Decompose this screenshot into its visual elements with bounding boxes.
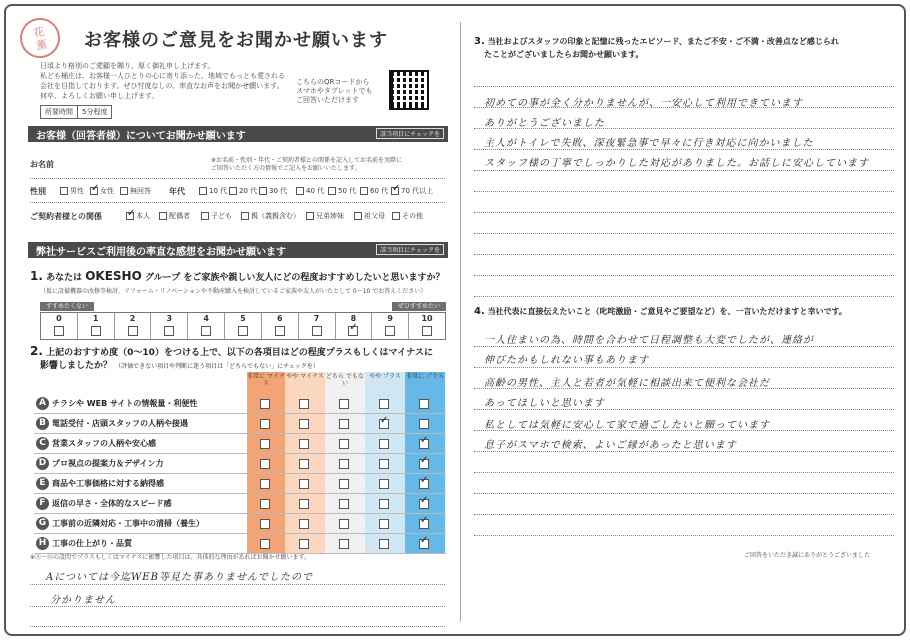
- impact-checkbox[interactable]: [419, 499, 429, 509]
- impact-checkbox[interactable]: [260, 539, 270, 549]
- ruled-line: [474, 346, 894, 347]
- impact-checkbox[interactable]: [419, 459, 429, 469]
- scale-option-8[interactable]: 8 ✓: [335, 313, 372, 339]
- impact-checkbox[interactable]: [379, 499, 389, 509]
- col-very-minus: 非常に マイナス: [247, 372, 285, 394]
- ruled-line: [474, 233, 894, 234]
- q2-answer-line-2[interactable]: 分かりません: [50, 595, 116, 606]
- impact-checkbox[interactable]: [260, 419, 270, 429]
- relation-option-parent[interactable]: 親（義親含む）: [241, 211, 300, 221]
- section2-band: 弊社サービスご利用後の率直な感想をお聞かせ願います 該当項目にチェックを: [28, 242, 448, 258]
- impact-checkbox[interactable]: [419, 439, 429, 449]
- checkbox[interactable]: [120, 187, 128, 195]
- q3-answer-line-4[interactable]: スタッフ様の丁寧でしっかりした対応がありました。お話しに安心しています: [484, 158, 869, 169]
- scale-checkbox[interactable]: [238, 326, 248, 336]
- page-title: お客様のご意見をお聞かせ願います: [84, 30, 388, 51]
- q4-answer-line-6[interactable]: 息子がスマホで検索、よいご縁があったと思います: [484, 440, 737, 451]
- row-letter-badge: A: [36, 397, 49, 410]
- impact-checkbox[interactable]: [419, 479, 429, 489]
- name-label: お名前: [30, 160, 54, 169]
- impact-checkbox[interactable]: [379, 479, 389, 489]
- impact-checkbox[interactable]: [379, 399, 389, 409]
- age-label: 年代: [169, 187, 185, 196]
- recommend-scale: すすめたくない ぜひすすめたい 0 1 2 3 4 5 6 7 8 ✓ 9 10: [40, 302, 446, 342]
- age-option-10[interactable]: 10 代: [199, 186, 227, 196]
- qr-code-icon[interactable]: [389, 70, 429, 110]
- q4-heading: 4. 当社代表に直接伝えたいこと（叱咤激励・ご意見やご要望など）を、一言いただけますと幸いです。: [474, 306, 847, 317]
- ruled-line: [474, 535, 894, 536]
- scale-checkbox[interactable]: [91, 326, 101, 336]
- time-required: 所要時間 5分程度: [40, 105, 112, 119]
- q4-answer-line-2[interactable]: 伸びたかもしれない事もあります: [484, 355, 649, 366]
- q2-footnote: ※Ⓐ〜Ⓗの設問でプラスもしくはマイナスに影響した項目は、具体的な理由があればお聞かせ願います。: [30, 554, 311, 561]
- q2-heading: 2. 上記のおすすめ度（0〜10）をつける上で、以下の各項目はどの程度プラスもしくはマイナスに: [30, 344, 433, 358]
- row-label: プロ視点の提案力＆デザイン力: [52, 459, 164, 468]
- impact-checkbox[interactable]: [339, 479, 349, 489]
- impact-row-d: [34, 454, 446, 474]
- gender-option-none[interactable]: 無回答: [120, 186, 151, 196]
- impact-row-c: [34, 434, 446, 454]
- ruled-line: [474, 451, 894, 452]
- name-note: ※お名前・性別・年代・ご契約者様との関係を記入してお名前を実際に ご回答いただく方の情報でご記入をお願いいたします。: [211, 157, 403, 172]
- q1-subtext: （仮に設備機器の改修等検討、リフォーム・リノベーションや不動産購入を検討しているご家族や友人がいたとして 0〜10 でお答えください）: [40, 288, 427, 295]
- ruled-line: [474, 212, 894, 213]
- row-label: チラシや WEB サイトの情報量・利便性: [52, 399, 198, 408]
- impact-checkbox[interactable]: [379, 439, 389, 449]
- q2-heading-cont: 影響しましたか？ （評価できない項目や判断に迷う項目は「どちらでもない」にチェックを）: [40, 361, 319, 371]
- row-letter-badge: B: [36, 417, 49, 430]
- section1-band: お客様（回答者様）についてお聞かせ願います 該当項目にチェックを: [28, 126, 448, 142]
- q4-answer-line-4[interactable]: あってほしいと思います: [484, 398, 605, 409]
- row-label: 工事の仕上がり・品質: [52, 539, 132, 548]
- relation-option-self[interactable]: ✓ 本人: [126, 211, 150, 221]
- ruled-line: [474, 149, 894, 150]
- impact-checkbox[interactable]: [299, 499, 309, 509]
- center-divider: [460, 22, 461, 622]
- impact-checkbox[interactable]: [379, 539, 389, 549]
- intro-text: 日頃より格別のご愛顧を賜り、厚く御礼申し上げます。 私ども桶庄は、お客様一人ひとりの心に寄り添った、地域でもっとも愛される 会社を目指しております。ぜひ忖度なしの、率直なお声をお聞かせ願います。 何卒、よろしくお願い申し上げます。: [40, 62, 285, 100]
- relation-option-grandparent[interactable]: 祖父母: [354, 211, 385, 221]
- checkbox[interactable]: [60, 187, 68, 195]
- impact-checkbox[interactable]: [299, 399, 309, 409]
- ruled-line: [474, 275, 894, 276]
- q1-heading: 1. あなたは OKESHO グループ をご家族や親しい友人にどの程度おすすめしたいと思いますか？: [30, 269, 445, 283]
- scale-checkbox[interactable]: [275, 326, 285, 336]
- relation-option-child[interactable]: 子ども: [201, 211, 232, 221]
- scale-checkbox[interactable]: [385, 326, 395, 336]
- impact-checkbox[interactable]: [299, 519, 309, 529]
- impact-checkbox[interactable]: [339, 499, 349, 509]
- age-option-30[interactable]: 30 代: [259, 186, 287, 196]
- relation-option-spouse[interactable]: 配偶者: [159, 211, 190, 221]
- q2-answer-line-1[interactable]: Aについては今迄WEB等見た事ありませんでしたので: [46, 572, 313, 583]
- impact-checkbox[interactable]: [260, 519, 270, 529]
- impact-row-b: [34, 414, 446, 434]
- row-label: 返信の早さ・全体的なスピード感: [52, 499, 172, 508]
- name-field[interactable]: [30, 178, 445, 179]
- row-letter-badge: H: [36, 537, 49, 550]
- scale-option-3[interactable]: 3: [150, 313, 187, 339]
- relation-option-sibling[interactable]: 兄弟姉妹: [306, 211, 344, 221]
- gender-label: 性別: [30, 187, 46, 196]
- impact-checkbox[interactable]: [260, 499, 270, 509]
- ruled-line: [474, 472, 894, 473]
- impact-checkbox[interactable]: [299, 539, 309, 549]
- row-letter-badge: D: [36, 457, 49, 470]
- scale-option-5[interactable]: 5: [224, 313, 261, 339]
- gender-option-male[interactable]: 男性: [60, 186, 84, 196]
- impact-checkbox[interactable]: [379, 419, 389, 429]
- scale-option-9[interactable]: 9: [371, 313, 408, 339]
- impact-checkbox[interactable]: [299, 459, 309, 469]
- scale-option-10[interactable]: 10: [408, 313, 445, 339]
- scale-checkbox[interactable]: [164, 326, 174, 336]
- row-label: 工事前の近隣対応・工事中の清掃（養生）: [52, 519, 204, 528]
- ruled-line: [474, 514, 894, 515]
- scale-checkbox[interactable]: [422, 326, 432, 336]
- row-label: 電話受付・店頭スタッフの人柄や接遇: [52, 419, 188, 428]
- impact-row-f: [34, 494, 446, 514]
- age-option-70[interactable]: ✓ 70 代以上: [391, 186, 433, 196]
- survey-sheet: [4, 4, 906, 636]
- relation-label: ご契約者様との関係: [30, 212, 102, 221]
- q3-answer-line-1[interactable]: 初めての事が全く分かりませんが、一安心して利用できています: [484, 98, 803, 109]
- col-plus: やや プラス: [365, 372, 405, 394]
- impact-checkbox[interactable]: [260, 439, 270, 449]
- q3-heading-cont: たことがございましたらお聞かせ願います。: [484, 50, 644, 59]
- col-neutral: どちら でもない: [325, 372, 365, 394]
- impact-checkbox[interactable]: [419, 519, 429, 529]
- scale-checkbox[interactable]: [201, 326, 211, 336]
- row-letter-badge: G: [36, 517, 49, 530]
- scale-option-1[interactable]: 1: [77, 313, 114, 339]
- impact-checkbox[interactable]: [339, 539, 349, 549]
- scale-checkbox[interactable]: [312, 326, 322, 336]
- q4-answer-line-1[interactable]: 一人住まいの為、時間を合わせて日程調整も大変でしたが、連絡が: [484, 335, 814, 346]
- age-option-20[interactable]: 20 代: [229, 186, 257, 196]
- scale-checkbox[interactable]: [348, 326, 358, 336]
- impact-checkbox[interactable]: [339, 459, 349, 469]
- ruled-line: [474, 170, 894, 171]
- scale-option-0[interactable]: 0: [41, 313, 77, 339]
- ruled-line: [474, 409, 894, 410]
- impact-checkbox[interactable]: [419, 399, 429, 409]
- scale-option-2[interactable]: 2: [114, 313, 151, 339]
- gender-option-female[interactable]: ✓ 女性: [90, 186, 114, 196]
- ruled-line: [474, 254, 894, 255]
- impact-checkbox[interactable]: [260, 479, 270, 489]
- ruled-line: [474, 493, 894, 494]
- ruled-line: [474, 367, 894, 368]
- q3-answer-line-2[interactable]: ありがとうございました: [484, 118, 605, 129]
- age-option-50[interactable]: 50 代: [328, 186, 356, 196]
- scale-checkbox[interactable]: [128, 326, 138, 336]
- impact-checkbox[interactable]: [299, 479, 309, 489]
- row-letter-badge: F: [36, 497, 49, 510]
- col-minus: やや マイナス: [285, 372, 325, 394]
- row-letter-badge: C: [36, 437, 49, 450]
- ruled-line: [474, 296, 894, 297]
- age-option-60[interactable]: 60 代: [360, 186, 388, 196]
- thanks-note: ご回答をいただき誠にありがとうございました: [744, 552, 871, 559]
- row-label: 商品や工事価格に対する納得感: [52, 479, 164, 488]
- impact-row-h: [34, 534, 446, 554]
- q3-heading: 3. 当社およびスタッフの印象と記憶に残ったエピソード、またご不安・ご不満・改善点など感じられ: [474, 36, 839, 47]
- impact-checkbox[interactable]: [419, 539, 429, 549]
- scale-option-6[interactable]: 6: [261, 313, 298, 339]
- scale-option-4[interactable]: 4: [187, 313, 224, 339]
- impact-checkbox[interactable]: [339, 419, 349, 429]
- q4-answer-line-3[interactable]: 高齢の男性、主人と若者が気軽に相談出来て便利な会社だ: [484, 378, 770, 389]
- impact-row-e: [34, 474, 446, 494]
- relation-option-other[interactable]: その他: [392, 211, 423, 221]
- impact-checkbox[interactable]: [299, 419, 309, 429]
- impact-checkbox[interactable]: [379, 459, 389, 469]
- col-very-plus: 非常に プラス: [405, 372, 445, 394]
- impact-checkbox[interactable]: [260, 399, 270, 409]
- q4-answer-line-5[interactable]: 私としては気軽に安心して家で過ごしたいと願っています: [484, 420, 770, 431]
- impact-checkbox[interactable]: [299, 439, 309, 449]
- scale-option-7[interactable]: 7: [298, 313, 335, 339]
- q3-answer-line-3[interactable]: 主人がトイレで失敗、深夜緊急事で早々に行き対応に向かいました: [484, 138, 814, 149]
- impact-checkbox[interactable]: [260, 459, 270, 469]
- impact-checkbox[interactable]: [339, 519, 349, 529]
- impact-checkbox[interactable]: [379, 519, 389, 529]
- ruled-line: [474, 191, 894, 192]
- qr-caption: こちらのQRコードから スマホやタブレットでも ご回答いただけます: [296, 78, 373, 104]
- row-letter-badge: E: [36, 477, 49, 490]
- scale-checkbox[interactable]: [54, 326, 64, 336]
- row-separator: [30, 202, 445, 203]
- age-option-40[interactable]: 40 代: [296, 186, 324, 196]
- ruled-line: [474, 86, 894, 87]
- impact-row-a: [34, 394, 446, 414]
- impact-checkbox[interactable]: [419, 419, 429, 429]
- checkbox-checked[interactable]: [90, 187, 98, 195]
- company-seal: 花 薫: [16, 14, 63, 61]
- impact-row-g: [34, 514, 446, 534]
- impact-checkbox[interactable]: [339, 439, 349, 449]
- row-label: 営業スタッフの人柄や安心感: [52, 439, 156, 448]
- impact-checkbox[interactable]: [339, 399, 349, 409]
